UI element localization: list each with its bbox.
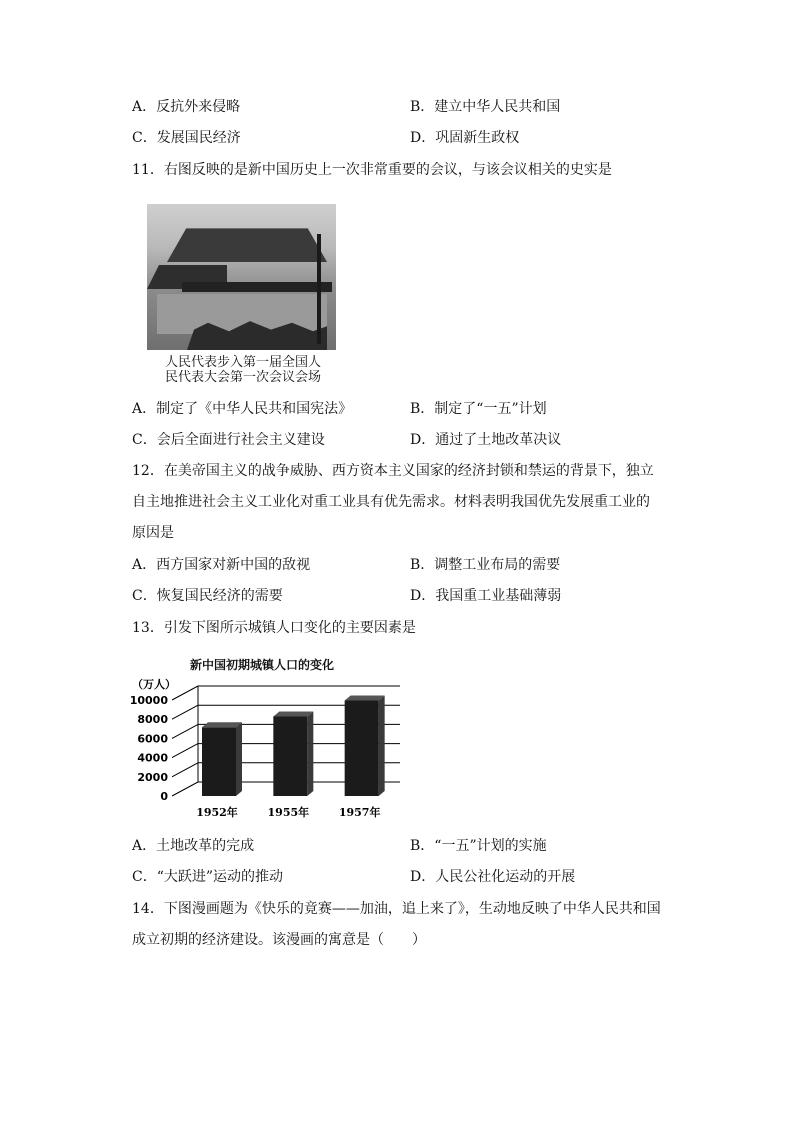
q11-option-c: C．会后全面进行社会主义建设 — [132, 432, 325, 448]
x-tick-label: 1955年 — [267, 806, 310, 819]
photo-caption-line2: 民代表大会第一次会议会场 — [164, 370, 321, 385]
q11-option-d: D．通过了土地改革决议 — [410, 432, 562, 448]
y-axis-unit-label: （万人） — [132, 678, 176, 691]
q12-stem-line2: 自主地推进社会主义工业化对重工业具有优先需求。材料表明我国优先发展重工业的 — [132, 494, 650, 510]
y-tick-label: 8000 — [137, 713, 168, 727]
bar-side — [307, 711, 313, 796]
y-tick-label: 10000 — [130, 694, 168, 707]
photo-caption-line1: 人民代表步入第一届全国人 — [164, 355, 321, 370]
q13-option-c: C．“大跃进”运动的推动 — [132, 869, 284, 885]
q11-option-a: A．制定了《中华人民共和国宪法》 — [132, 401, 353, 417]
q12-option-b: B．调整工业布局的需要 — [410, 557, 561, 573]
q14-stem-line2: 成立初期的经济建设。该漫画的寓意是（ ） — [132, 932, 426, 948]
population-bar-chart — [130, 672, 410, 822]
bar-side — [236, 722, 242, 796]
q11-stem: 11．右图反映的是新中国历史上一次非常重要的会议，与该会议相关的史实是 — [132, 162, 612, 178]
gridline-slant — [172, 724, 198, 738]
congress-hall-photo — [147, 204, 336, 350]
q10-option-a: A．反抗外来侵略 — [132, 99, 241, 115]
q10-option-b: B．建立中华人民共和国 — [410, 99, 561, 115]
bar-front — [273, 716, 307, 796]
q12-option-c: C．恢复国民经济的需要 — [132, 588, 283, 604]
x-tick-label: 1957年 — [338, 806, 381, 819]
y-tick-label: 0 — [160, 790, 168, 803]
q12-stem-line1: 12．在美帝国主义的战争威胁、西方资本主义国家的经济封锁和禁运的背景下，独立 — [132, 463, 654, 479]
bar-side — [379, 695, 385, 796]
q12-stem-line3: 原因是 — [132, 525, 174, 541]
chart-title: 新中国初期城镇人口的变化 — [190, 658, 335, 672]
q14-stem-line1: 14．下图漫画题为《快乐的竟赛——加油，追上来了》，生动地反映了中华人民共和国 — [132, 901, 661, 917]
q12-option-d: D．我国重工业基础薄弱 — [410, 588, 562, 604]
q10-option-d: D．巩固新生政权 — [410, 130, 520, 146]
gridline-slant — [172, 705, 198, 719]
q12-option-a: A．西方国家对新中国的敌视 — [132, 557, 311, 573]
y-tick-label: 6000 — [137, 732, 168, 746]
gridline-slant — [172, 763, 198, 777]
q13-option-b: B．“一五”计划的实施 — [410, 838, 547, 854]
q13-stem: 13．引发下图所示城镇人口变化的主要因素是 — [132, 620, 416, 636]
gridline-slant — [172, 782, 198, 796]
q11-option-b: B．制定了“一五”计划 — [410, 401, 547, 417]
q10-option-c: C．发展国民经济 — [132, 130, 241, 146]
y-tick-label: 2000 — [137, 770, 168, 784]
bar-top — [345, 695, 385, 700]
q13-option-a: A．土地改革的完成 — [132, 838, 255, 854]
bar-front — [345, 700, 379, 796]
x-tick-label: 1952年 — [196, 806, 238, 819]
gridline-slant — [172, 744, 198, 758]
bar-front — [202, 727, 236, 796]
bar-top — [273, 711, 313, 716]
bar-top — [202, 722, 242, 727]
y-tick-label: 4000 — [137, 751, 168, 765]
q13-option-d: D．人民公社化运动的开展 — [410, 869, 576, 885]
